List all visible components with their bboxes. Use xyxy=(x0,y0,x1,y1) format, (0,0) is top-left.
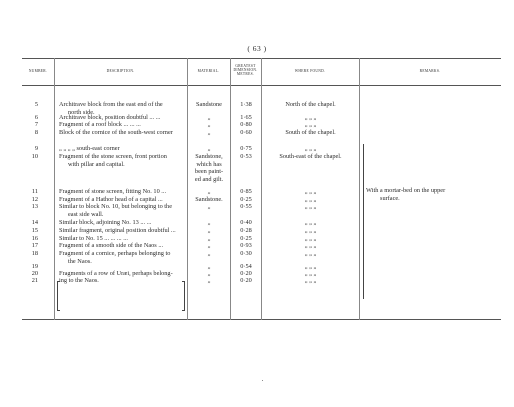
entry-number: 9 xyxy=(34,145,38,152)
entry-dimension: 0·60 xyxy=(240,129,252,136)
entry-material: ed and gilt. xyxy=(194,175,224,183)
entry-material: „ xyxy=(207,270,211,277)
entry-number: 21 xyxy=(31,277,38,284)
entry-where-found: „ „ „ xyxy=(304,145,317,152)
entry-where-found: South of the chapel. xyxy=(285,129,336,136)
entry-material: „ xyxy=(207,219,211,226)
entry-description: Similar block, adjoining No. 13 ... ... xyxy=(59,219,152,226)
entry-description: Similar to block No. 10, but belonging to the xyxy=(59,203,172,210)
page-number: ( 63 ) xyxy=(247,44,267,53)
entry-dimension: 0·54 xyxy=(240,263,252,270)
entry-material: „ xyxy=(207,227,211,234)
entry-number: 6 xyxy=(34,114,38,121)
entry-description: Fragment of a Hathor head of a capital ... xyxy=(59,196,163,203)
entry-dimension: 0·85 xyxy=(240,188,252,195)
header-dimension-line: DIMENSION. xyxy=(233,68,258,73)
entry-material: „ xyxy=(207,263,211,270)
entry-where-found: „ „ „ xyxy=(304,188,317,195)
entry-where-found: „ „ „ xyxy=(304,203,317,210)
entry-where-found: „ „ „ xyxy=(304,196,317,203)
entry-material: „ xyxy=(207,114,211,121)
entry-description: Architrave block, position doubtful ... ... xyxy=(59,114,161,121)
entry-material: „ xyxy=(207,203,211,210)
entry-description: Architrave block from the east end of the xyxy=(59,101,163,108)
entry-material: „ xyxy=(207,235,211,242)
header-material: MATERIAL. xyxy=(197,69,220,73)
entry-description: the Naos. xyxy=(68,257,92,265)
entry-dimension: 0·40 xyxy=(240,219,252,226)
entry-number: 11 xyxy=(31,188,38,195)
entry-description: east side wall. xyxy=(68,210,104,218)
entry-where-found: „ „ „ xyxy=(304,277,317,284)
entry-dimension: 0·25 xyxy=(240,235,252,242)
entry-where-found: „ „ „ xyxy=(304,227,317,234)
entry-dimension: 0·30 xyxy=(240,250,252,257)
header-dimension-line: METRES. xyxy=(236,72,255,77)
entry-description: Fragment of a roof block ... ... ... xyxy=(59,121,141,128)
entry-number: 10 xyxy=(31,153,38,160)
entry-material: „ xyxy=(207,242,211,249)
grouping-bracket xyxy=(182,281,185,311)
entry-dimension: 0·93 xyxy=(240,242,252,249)
entry-material: Sandstone xyxy=(196,101,222,108)
entry-number: 8 xyxy=(34,129,38,136)
entry-number: 5 xyxy=(34,101,38,108)
header-dimension xyxy=(230,64,261,77)
header-dimension-line: GREATEST xyxy=(235,64,256,68)
entry-description: Fragment of the stone screen, front portion xyxy=(59,153,167,160)
entry-number: 17 xyxy=(31,242,38,249)
entry-material: been paint- xyxy=(194,168,224,176)
entry-description: Similar to No. 15 ... ... ... ... xyxy=(59,235,128,242)
remark-line: With a mortar-bed on the upper xyxy=(366,187,446,194)
entry-material: which has xyxy=(196,160,222,168)
entry-number: 15 xyxy=(31,227,38,234)
entry-description: Block of the cornice of the south-west corner xyxy=(59,129,173,136)
entry-dimension: 0·20 xyxy=(240,277,252,284)
entry-dimension: 0·55 xyxy=(240,203,252,210)
entry-material: „ xyxy=(207,145,211,152)
header-where-found: WHERE FOUND. xyxy=(294,69,326,73)
entry-description: with pillar and capital. xyxy=(68,160,125,168)
entry-material: „ xyxy=(207,121,211,128)
entry-where-found: North of the chapel. xyxy=(285,101,336,108)
entry-where-found: „ „ „ xyxy=(304,219,317,226)
column-divider xyxy=(54,58,55,320)
entry-description: north side. xyxy=(68,108,95,116)
entry-material: Sandstone. xyxy=(195,196,223,203)
entry-where-found: „ „ „ xyxy=(304,121,317,128)
entry-number: 12 xyxy=(31,196,38,203)
entry-dimension: 0·80 xyxy=(240,121,252,128)
entry-description: „ „ „ „ south-east corner xyxy=(59,145,120,152)
entry-description: ing to the Naos. xyxy=(59,277,99,284)
entry-where-found: „ „ „ xyxy=(304,235,317,242)
entry-number: 7 xyxy=(34,121,38,128)
entry-material: „ xyxy=(207,250,211,257)
entry-where-found: „ „ „ xyxy=(304,270,317,277)
entry-dimension: 0·25 xyxy=(240,196,252,203)
entry-description: Similar fragment, original position doubtful ... xyxy=(59,227,176,234)
entry-where-found: South-east of the chapel. xyxy=(279,153,342,160)
entry-description: Fragment of a smooth side of the Naos ... xyxy=(59,242,164,249)
header-remarks: REMARKS. xyxy=(419,69,441,73)
entry-description: Fragment of stone screen, fitting No. 10 ... xyxy=(59,188,167,195)
header-number: NUMBER. xyxy=(28,69,48,73)
remarks-rule xyxy=(363,144,364,299)
entry-number: 19 xyxy=(31,263,38,270)
entry-description: Fragment of a cornice, perhaps belonging to xyxy=(59,250,171,257)
entry-material: „ xyxy=(207,129,211,136)
page-speck xyxy=(262,380,263,381)
entry-where-found: „ „ „ xyxy=(304,242,317,249)
entry-where-found: „ „ „ xyxy=(304,250,317,257)
entry-dimension: 1·38 xyxy=(240,101,252,108)
entry-dimension: 0·53 xyxy=(240,153,252,160)
grouping-bracket xyxy=(57,281,60,311)
entry-number: 16 xyxy=(31,235,38,242)
catalogue-table xyxy=(22,58,501,320)
entry-material: Sandstone, xyxy=(195,153,223,160)
entry-description: Fragments of a row of Uræi, perhaps belong- xyxy=(59,270,173,277)
entry-where-found: „ „ „ xyxy=(304,263,317,270)
entry-dimension: 0·28 xyxy=(240,227,252,234)
entry-number: 13 xyxy=(31,203,38,210)
entry-number: 18 xyxy=(31,250,38,257)
entry-material: „ xyxy=(207,188,211,195)
entry-dimension: 1·65 xyxy=(240,114,252,121)
column-divider xyxy=(359,58,360,320)
entry-material: „ xyxy=(207,277,211,284)
entry-dimension: 0·75 xyxy=(240,145,252,152)
entry-number: 20 xyxy=(31,270,38,277)
remark-line: surface. xyxy=(380,195,400,202)
entry-dimension: 0·20 xyxy=(240,270,252,277)
entry-number: 14 xyxy=(31,219,38,226)
entry-where-found: „ „ „ xyxy=(304,114,317,121)
header-description: DESCRIPTION. xyxy=(106,69,135,73)
